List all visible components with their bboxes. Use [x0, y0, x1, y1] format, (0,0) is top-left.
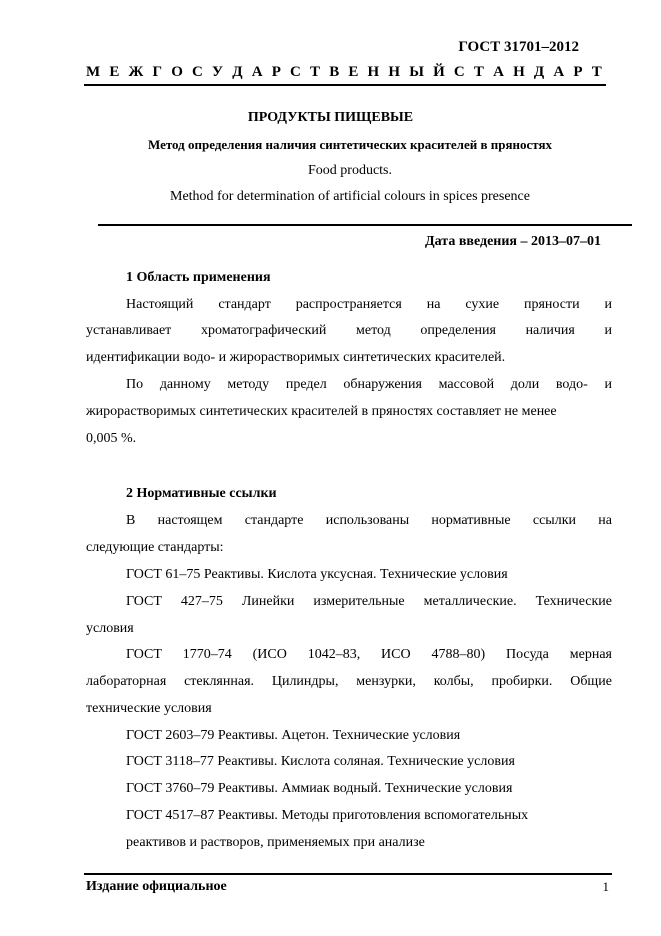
word: стандарт [218, 297, 271, 312]
reference-gost-1770-line2 [86, 674, 612, 690]
word: и [604, 377, 612, 392]
banner-letter: С [290, 64, 301, 80]
banner-letter: С [453, 64, 465, 80]
banner-letter: А [553, 64, 565, 80]
banner-letter: Р [573, 64, 583, 80]
banner-letter: М [86, 64, 101, 80]
banner-letter: Р [271, 64, 281, 80]
word: и [604, 297, 612, 312]
word: мензурки, [356, 674, 416, 689]
reference-gost-1770-line3: технические условия [86, 701, 212, 716]
section-1-p1-line1 [126, 297, 612, 313]
section-2-p1-line2: следующие стандарты: [86, 540, 224, 555]
section-1-p1-line2 [86, 323, 612, 339]
word: мерная [569, 647, 612, 662]
word: Цилиндры, [271, 674, 339, 689]
banner-letter: Й [433, 64, 445, 80]
word: хроматографический [200, 323, 327, 338]
word: распространяется [295, 297, 402, 312]
word: ссылки [532, 513, 576, 528]
banner-letter: У [212, 64, 224, 80]
banner-letter: Е [109, 64, 120, 80]
word: нормативные [431, 513, 511, 528]
reference-gost-61: ГОСТ 61–75 Реактивы. Кислота уксусная. Технические условия [126, 567, 508, 582]
word: метод [356, 323, 391, 338]
word: сухие [465, 297, 500, 312]
word: колбы, [433, 674, 474, 689]
banner-letter: Н [513, 64, 525, 80]
header-rule [84, 84, 606, 86]
word: 1042–83, [307, 647, 361, 662]
word: данному [159, 377, 211, 392]
banner-letter: Т [310, 64, 321, 80]
reference-gost-4517-line2: реактивов и растворов, применяемых при анализе [126, 835, 425, 850]
word: обнаружения [343, 377, 422, 392]
banner-letter: Н [388, 64, 401, 80]
section-1-p2-line1 [126, 377, 612, 393]
footer-rule [84, 873, 612, 875]
banner-letter: Ж [128, 64, 144, 80]
section-1-heading: 1 Область применения [126, 270, 271, 285]
reference-gost-2603: ГОСТ 2603–79 Реактивы. Ацетон. Технические условия [126, 728, 461, 743]
word: предел [285, 377, 327, 392]
banner-letter: Д [533, 64, 545, 80]
section-1-p1-line3: идентификации водо- и жирорастворимых синтетических красителей. [86, 350, 506, 365]
word: пробирки. [491, 674, 553, 689]
word: стандарте [244, 513, 304, 528]
word: определения [420, 323, 496, 338]
word: ГОСТ [126, 594, 162, 609]
document-subtitle-ru: Метод определения наличия синтетических красителей в пряностях [147, 137, 553, 152]
word: Линейки [241, 594, 295, 609]
section-2-p1-line1 [126, 513, 612, 529]
section-2-heading: 2 Нормативные ссылки [126, 486, 277, 501]
word: металлические. [423, 594, 517, 609]
word: стеклянная. [184, 674, 255, 689]
banner-letter: Т [473, 64, 484, 80]
reference-gost-427-line1 [126, 594, 612, 610]
word: лабораторная [86, 674, 167, 689]
section-1-p2-line3: 0,005 %. [86, 431, 137, 446]
reference-gost-3118: ГОСТ 3118–77 Реактивы. Кислота соляная. Технические условия [126, 754, 515, 769]
page-number: 1 [602, 879, 609, 894]
word: 1770–74 [182, 647, 232, 662]
document-subtitle-en-1: Food products. [308, 163, 392, 178]
word: Общие [570, 674, 612, 689]
word: Настоящий [126, 297, 194, 312]
word: на [426, 297, 441, 312]
word: водо- [555, 377, 588, 392]
reference-gost-427-line2: условия [86, 621, 134, 636]
document-subtitle-en-2: Method for determination of artificial colours in spices presence [170, 189, 530, 204]
interstate-standard-banner [86, 64, 602, 81]
word: ГОСТ [126, 647, 162, 662]
banner-letter: Е [348, 64, 359, 80]
word: Посуда [505, 647, 549, 662]
word: массовой [438, 377, 495, 392]
word: пряности [523, 297, 580, 312]
word: методу [227, 377, 270, 392]
banner-letter: Ы [409, 64, 424, 80]
word: устанавливает [86, 323, 172, 338]
banner-letter: Н [367, 64, 380, 80]
reference-gost-3760: ГОСТ 3760–79 Реактивы. Аммиак водный. Технические условия [126, 781, 513, 796]
title-rule [98, 224, 632, 226]
banner-letter: Т [591, 64, 602, 80]
word: ИСО [381, 647, 411, 662]
reference-gost-1770-line1 [126, 647, 612, 663]
word: 4788–80) [431, 647, 486, 662]
official-edition-label: Издание официальное [86, 879, 227, 894]
word: Технические [535, 594, 612, 609]
word: (ИСО [252, 647, 287, 662]
word: В [126, 513, 136, 528]
word: на [598, 513, 612, 528]
word: наличия [525, 323, 575, 338]
section-1-p2-line2: жирорастворимых синтетических красителей в пряностях составляет не менее [86, 404, 557, 419]
word: настоящем [157, 513, 223, 528]
word: использованы [325, 513, 410, 528]
reference-gost-4517-line1: ГОСТ 4517–87 Реактивы. Методы приготовления вспомогательных [126, 808, 529, 823]
banner-letter: Д [232, 64, 243, 80]
document-title: ПРОДУКТЫ ПИЩЕВЫЕ [247, 110, 414, 125]
banner-letter: О [171, 64, 183, 80]
banner-letter: С [192, 64, 203, 80]
word: и [604, 323, 612, 338]
word: измерительные [313, 594, 405, 609]
banner-letter: В [329, 64, 340, 80]
word: По [126, 377, 144, 392]
introduction-date: Дата введения – 2013–07–01 [425, 234, 601, 249]
word: 427–75 [180, 594, 223, 609]
word: доли [510, 377, 540, 392]
gost-number: ГОСТ 31701–2012 [458, 39, 579, 55]
banner-letter: А [251, 64, 263, 80]
banner-letter: А [493, 64, 504, 80]
banner-letter: Г [152, 64, 163, 80]
